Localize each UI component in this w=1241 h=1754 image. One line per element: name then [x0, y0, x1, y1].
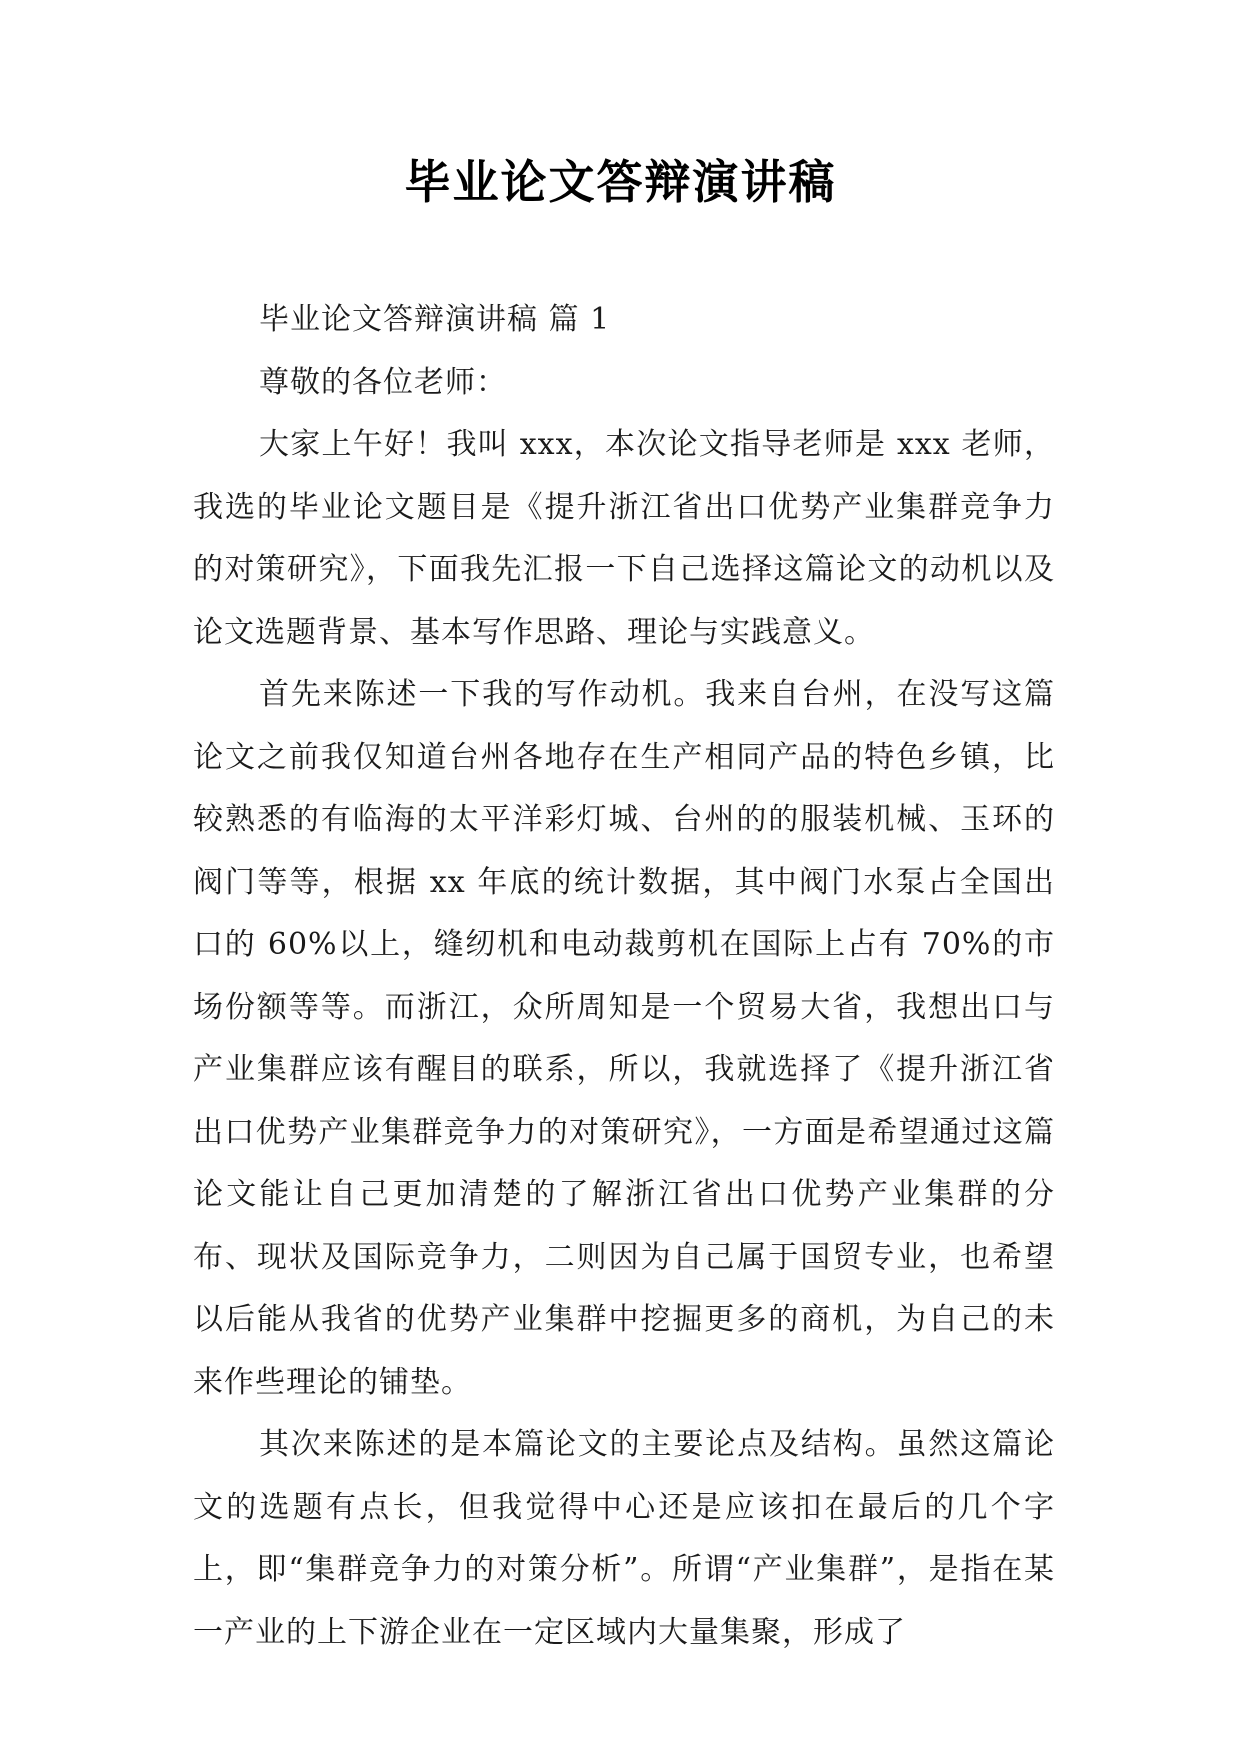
- document-body: [193, 289, 1055, 1664]
- section-heading: 毕业论文答辩演讲稿 篇 1: [259, 302, 611, 337]
- paragraph-motivation: 首先来陈述一下我的写作动机。我来自台州，在没写这篇论文之前我仅知道台州各地存在生产相同产品的特色乡镇，比较熟悉的有临海的太平洋彩灯城、台州的的服装机械、玉环的阀门等等，根据 xx 年底的统计数据，其中阀门水泵占全国出口的 60%以上，缝纫机和电动裁剪机在国际上占有 70%的市场份额等等。而浙江，众所周知是一个贸易大省，我想出口与产业集群应该有醒目的联系，所以，我就选择了《提升浙江省出口优势产业集群竞争力的对策研究》，一方面是希望通过这篇论文能让自己更加清楚的了解浙江省出口优势产业集群的分布、现状及国际竞争力，二则因为自己属于国贸专业，也希望以后能从我省的优势产业集群中挖掘更多的商机，为自己的未来作些理论的铺垫。: [193, 677, 1055, 1400]
- paragraph-introduction: 大家上午好！我叫 xxx，本次论文指导老师是 xxx 老师，我选的毕业论文题目是《提升浙江省出口优势产业集群竞争力的对策研究》，下面我先汇报一下自己选择这篇论文的动机以及论文选题背景、基本写作思路、理论与实践意义。: [193, 427, 1055, 650]
- document-title: 毕业论文答辩演讲稿: [404, 155, 837, 209]
- paragraph-main-points: 其次来陈述的是本篇论文的主要论点及结构。虽然这篇论文的选题有点长，但我觉得中心还是应该扣在最后的几个字上，即“集群竞争力的对策分析”。所谓“产业集群”，是指在某一产业的上下游企业在一定区域内大量集聚，形成了: [193, 1427, 1055, 1650]
- salutation: 尊敬的各位老师：: [259, 364, 507, 400]
